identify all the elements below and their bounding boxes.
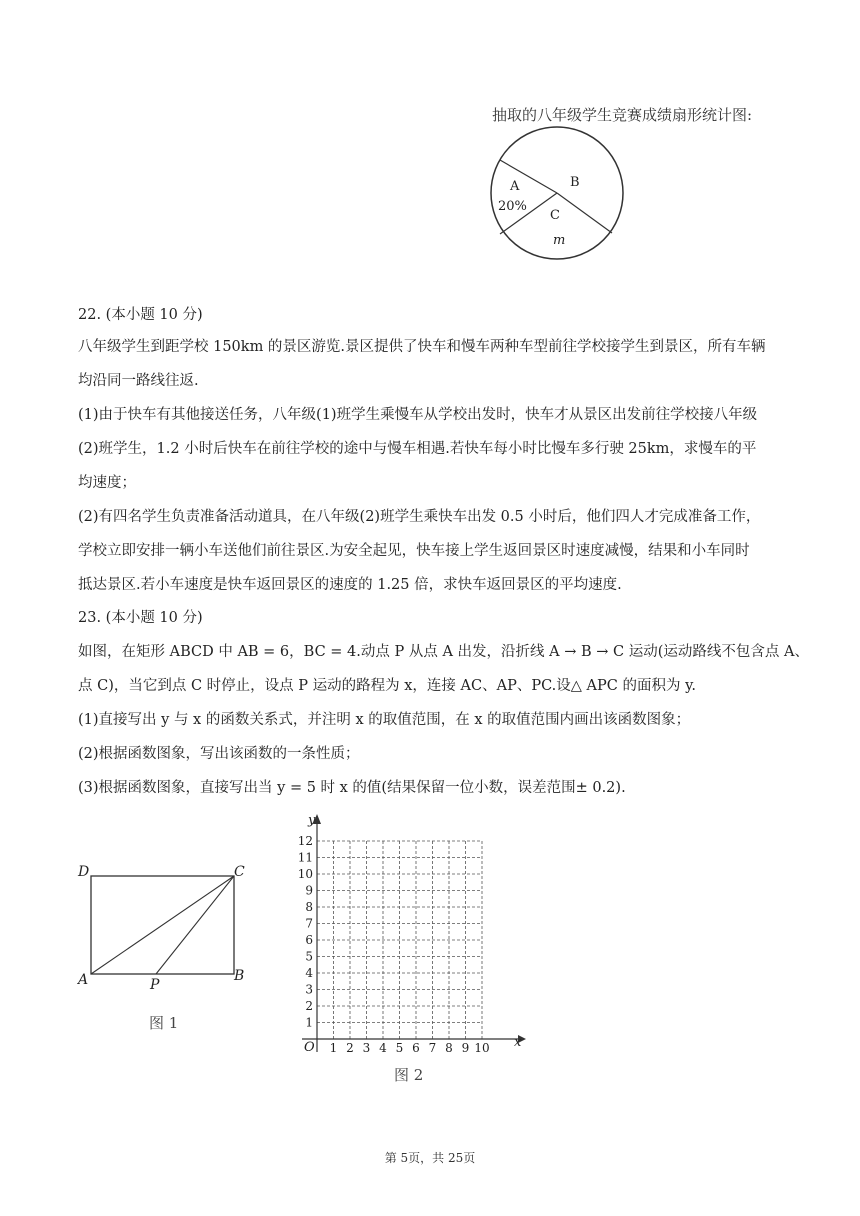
- figure-2-coordinate-grid: [290, 808, 540, 1098]
- grid-lines: [317, 841, 482, 1039]
- figure-2-caption: 图 2: [394, 1066, 424, 1084]
- pie-chart-title: 抽取的八年级学生竞赛成绩扇形统计图:: [492, 106, 753, 124]
- y-tick-label: 5: [305, 949, 313, 964]
- q22-line-5: 均速度；: [78, 475, 136, 491]
- x-tick-label: 2: [346, 1041, 354, 1055]
- segment-pc: [156, 876, 234, 974]
- y-tick-label: 11: [297, 850, 313, 865]
- pie-chart: [490, 126, 630, 266]
- point-p-label: P: [150, 977, 160, 993]
- y-tick-label: 12: [297, 834, 313, 848]
- y-axis-label: y: [308, 813, 316, 828]
- page-footer: 第 5页，共 25页: [384, 1151, 476, 1165]
- origin-label: O: [304, 1040, 315, 1055]
- q22-line-7: 学校立即安排一辆小车送他们前往景区.为安全起见，快车接上学生返回景区时速度减慢，结果和小车同时: [78, 543, 750, 559]
- y-tick-label: 1: [305, 1015, 313, 1030]
- x-tick-label: 8: [445, 1041, 453, 1055]
- x-tick-label: 7: [428, 1041, 437, 1055]
- q23-line-2: 点 C)，当它到点 C 时停止，设点 P 运动的路程为 x，连接 AC、AP、PC.设△ APC 的面积为 y.: [78, 678, 696, 694]
- pie-divider-c-b: [557, 193, 612, 233]
- y-tick-label: 8: [305, 900, 313, 914]
- x-tick-label: 3: [362, 1041, 371, 1055]
- pie-label-a: A: [510, 179, 520, 194]
- q23-line-1: 如图，在矩形 ABCD 中 AB = 6，BC = 4.动点 P 从点 A 出发，沿折线 A → B → C 运动(运动路线不包含点 A、: [78, 644, 809, 660]
- q23-line-5: (3)根据函数图象，直接写出当 y = 5 时 x 的值(结果保留一位小数，误差范围± 0.2).: [78, 780, 626, 796]
- q22-line-6: (2)有四名学生负责准备活动道具，在八年级(2)班学生乘快车出发 0.5 小时后，他们四人才完成准备工作，: [78, 509, 761, 525]
- y-tick-label: 10: [297, 867, 313, 881]
- vertex-d-label: D: [78, 864, 90, 880]
- pie-label-b: B: [570, 175, 580, 190]
- q22-line-1: 八年级学生到距学校 150km 的景区游览.景区提供了快车和慢车两种车型前往学校接学生到景区，所有车辆: [78, 339, 766, 355]
- pie-label-m: m: [553, 233, 566, 248]
- pie-label-c: C: [550, 208, 560, 223]
- x-tick-label: 9: [461, 1041, 470, 1055]
- x-tick-label: 10: [474, 1041, 490, 1055]
- pie-label-a-percent: 20%: [498, 199, 527, 214]
- y-tick-label: 9: [305, 883, 313, 898]
- q22-heading: 22. (本小题 10 分): [78, 307, 203, 323]
- x-tick-label: 4: [379, 1041, 387, 1055]
- x-tick-label: 6: [412, 1041, 420, 1055]
- x-axis-label: x: [514, 1035, 522, 1050]
- vertex-a-label: A: [78, 972, 89, 988]
- x-tick-label: 1: [329, 1041, 338, 1055]
- y-tick-label: 7: [305, 916, 313, 931]
- vertex-b-label: B: [234, 968, 245, 984]
- y-tick-label: 3: [305, 982, 313, 997]
- q22-line-8: 抵达景区.若小车速度是快车返回景区的速度的 1.25 倍，求快车返回景区的平均速度.: [78, 577, 622, 593]
- figure-1-rectangle: [74, 858, 254, 1038]
- q23-line-3: (1)直接写出 y 与 x 的函数关系式，并注明 x 的取值范围，在 x 的取值范围内画出该函数图象；: [78, 712, 691, 728]
- figure-1-caption: 图 1: [149, 1014, 179, 1032]
- q22-line-2: 均沿同一路线往返.: [78, 373, 199, 389]
- q22-line-4: (2)班学生，1.2 小时后快车在前往学校的途中与慢车相遇.若快车每小时比慢车多行驶 25km，求慢车的平: [78, 441, 757, 457]
- x-tick-labels: [330, 1041, 490, 1055]
- y-tick-labels: [298, 834, 314, 1030]
- vertex-c-label: C: [234, 864, 245, 880]
- y-tick-label: 6: [305, 933, 313, 947]
- pie-divider-a-b: [500, 160, 557, 193]
- y-tick-label: 4: [305, 966, 313, 980]
- x-tick-label: 5: [395, 1041, 404, 1055]
- q22-line-3: (1)由于快车有其他接送任务，八年级(1)班学生乘慢车从学校出发时，快车才从景区出发前往学校接八年级: [78, 407, 758, 423]
- q23-heading: 23. (本小题 10 分): [78, 610, 203, 626]
- q23-line-4: (2)根据函数图象，写出该函数的一条性质；: [78, 746, 360, 762]
- segment-ac: [91, 876, 234, 974]
- y-tick-label: 2: [305, 999, 313, 1013]
